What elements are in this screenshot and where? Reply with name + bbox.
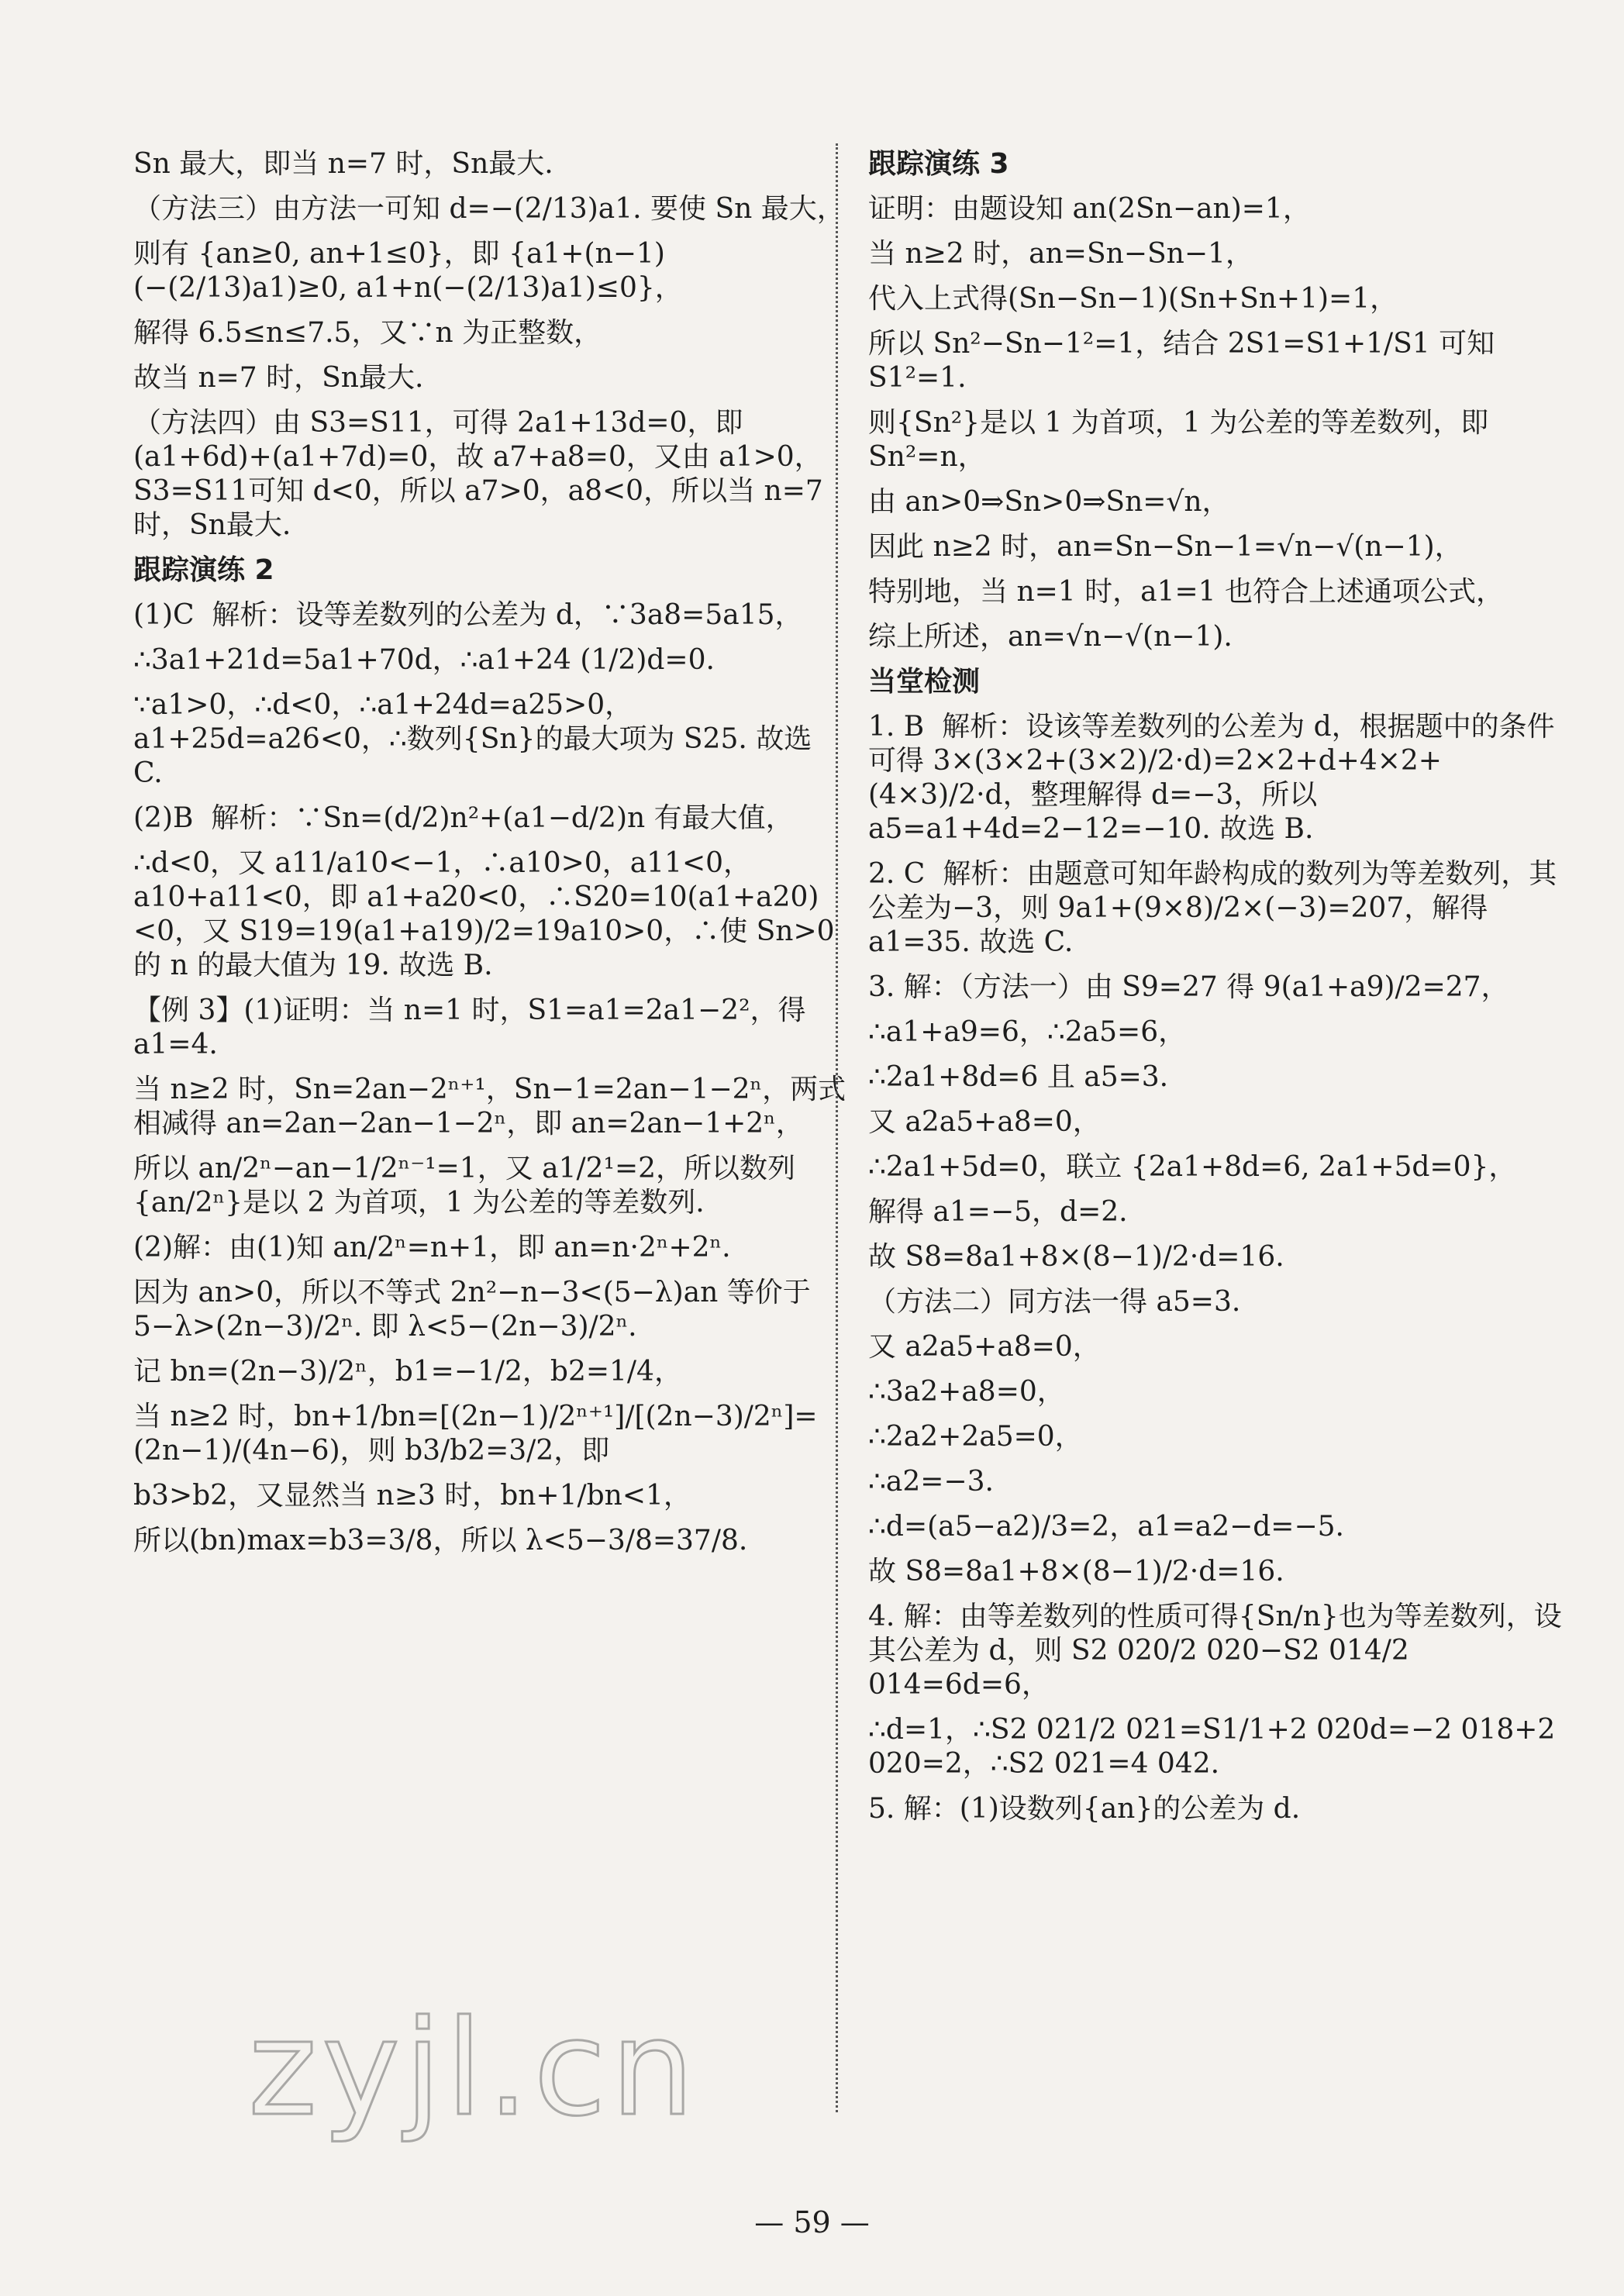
text-line: 所以(bn)max=b3=3/8，所以 λ<5−3/8=37/8. bbox=[133, 1525, 748, 1557]
text-line: 证明：由题设知 an(2Sn−an)=1， bbox=[868, 193, 1311, 225]
left-column bbox=[133, 147, 846, 1569]
text-line: ∴2a2+2a5=0， bbox=[868, 1421, 1083, 1453]
text-line: 则有 {an≥0, an+1≤0}，即 {a1+(n−1)(−(2/13)a1)≥0, a1+n(−(2/13)a1)≤0}， bbox=[133, 238, 683, 304]
text-line: （方法二）同方法一得 a5=3. bbox=[868, 1286, 1241, 1318]
text-line: 综上所述，an=√n−√(n−1). bbox=[868, 621, 1233, 653]
text-line: 因此 n≥2 时，an=Sn−Sn−1=√n−√(n−1)， bbox=[868, 531, 1463, 563]
text-line: 故 S8=8a1+8×(8−1)/2·d=16. bbox=[868, 1241, 1284, 1273]
text-line: 则{Sn²}是以 1 为首项，1 为公差的等差数列，即 Sn²=n， bbox=[868, 407, 1498, 473]
text-line: 4. 解：由等差数列的性质可得{Sn/n}也为等差数列，设其公差为 d，则 S2 020/2 020−S2 014/2 014=6d=6， bbox=[868, 1601, 1562, 1701]
text-line: ∴3a1+21d=5a1+70d，∴a1+24 (1/2)d=0. bbox=[133, 644, 715, 676]
text-line: Sn 最大，即当 n=7 时，Sn最大. bbox=[133, 148, 553, 180]
section-heading: 跟踪演练 2 bbox=[133, 554, 274, 586]
column-divider bbox=[836, 143, 838, 2112]
text-line: 故 S8=8a1+8×(8−1)/2·d=16. bbox=[868, 1556, 1284, 1588]
section-heading: 当堂检测 bbox=[868, 666, 981, 698]
text-line: 由 an>0⇒Sn>0⇒Sn=√n， bbox=[868, 486, 1230, 518]
text-line: (1)C 解析：设等差数列的公差为 d，∵3a8=5a15， bbox=[133, 599, 803, 631]
text-line: ∴d<0，又 a11/a10<−1，∴a10>0，a11<0，a10+a11<0，即 a1+a20<0，∴S20=10(a1+a20)<0，又 S19=19(a1+a19)/2=19a10>0，∴使 Sn>0 的 n 的最大值为 19. 故选 B. bbox=[133, 847, 844, 981]
watermark: zyjl.cn bbox=[248, 1992, 699, 2146]
text-line: ∴2a1+8d=6 且 a5=3. bbox=[868, 1061, 1169, 1093]
section-heading: 跟踪演练 3 bbox=[868, 148, 1009, 180]
text-line: 所以 Sn²−Sn−1²=1，结合 2S1=S1+1/S1 可知 S1²=1. bbox=[868, 328, 1504, 394]
text-line: 特别地，当 n=1 时，a1=1 也符合上述通项公式， bbox=[868, 576, 1505, 608]
text-line: ∴2a1+5d=0，联立 {2a1+8d=6, 2a1+5d=0}， bbox=[868, 1151, 1517, 1183]
text-line: 又 a2a5+a8=0， bbox=[868, 1331, 1101, 1363]
text-line: 因为 an>0，所以不等式 2n²−n−3<(5−λ)an 等价于 5−λ>(2n−3)/2ⁿ. 即 λ<5−(2n−3)/2ⁿ. bbox=[133, 1277, 820, 1343]
text-line: 故当 n=7 时，Sn最大. bbox=[133, 362, 424, 394]
text-line: 5. 解：(1)设数列{an}的公差为 d. bbox=[868, 1793, 1301, 1825]
text-line: ∴a2=−3. bbox=[868, 1466, 994, 1498]
text-line: 记 bn=(2n−3)/2ⁿ，b1=−1/2，b2=1/4， bbox=[133, 1356, 682, 1388]
text-line: 3. 解：（方法一）由 S9=27 得 9(a1+a9)/2=27， bbox=[868, 971, 1509, 1003]
text-line: 当 n≥2 时，an=Sn−Sn−1， bbox=[868, 238, 1253, 270]
text-line: 2. C 解析：由题意可知年龄构成的数列为等差数列，其公差为−3，则 9a1+(9×8)/2×(−3)=207，解得 a1=35. 故选 C. bbox=[868, 858, 1557, 958]
text-line: （方法四）由 S3=S11，可得 2a1+13d=0，即(a1+6d)+(a1+7d)=0，故 a7+a8=0，又由 a1>0，S3=S11可知 d<0，所以 a7>0，a8<0，所以当 n=7 时，Sn最大. bbox=[133, 407, 833, 541]
text-line: 当 n≥2 时，bn+1/bn=[(2n−1)/2ⁿ⁺¹]/[(2n−3)/2ⁿ]=(2n−1)/(4n−6)，则 b3/b2=3/2，即 bbox=[133, 1401, 818, 1467]
text-line: 【例 3】(1)证明：当 n=1 时，S1=a1=2a1−2²，得 a1=4. bbox=[133, 995, 815, 1060]
text-line: 又 a2a5+a8=0， bbox=[868, 1106, 1101, 1138]
text-line: 解得 6.5≤n≤7.5，又∵n 为正整数， bbox=[133, 317, 602, 349]
text-line: 所以 an/2ⁿ−an−1/2ⁿ⁻¹=1，又 a1/2¹=2，所以数列{an/2ⁿ}是以 2 为首项，1 为公差的等差数列. bbox=[133, 1153, 796, 1219]
right-column bbox=[868, 147, 1581, 1837]
text-line: ∴3a2+a8=0， bbox=[868, 1376, 1065, 1408]
page-number: — 59 — bbox=[754, 2205, 870, 2239]
text-line: （方法三）由方法一可知 d=−(2/13)a1. 要使 Sn 最大， bbox=[133, 193, 845, 225]
text-line: 解得 a1=−5，d=2. bbox=[868, 1196, 1128, 1228]
text-line: (2)B 解析：∵Sn=(d/2)n²+(a1−d/2)n 有最大值， bbox=[133, 802, 794, 834]
text-line: ∴d=1，∴S2 021/2 021=S1/1+2 020d=−2 018+2 020=2，∴S2 021=4 042. bbox=[868, 1714, 1564, 1780]
text-line: ∴a1+a9=6，∴2a5=6， bbox=[868, 1016, 1187, 1048]
text-line: b3>b2，又显然当 n≥3 时，bn+1/bn<1， bbox=[133, 1480, 691, 1512]
text-line: 代入上式得(Sn−Sn−1)(Sn+Sn+1)=1， bbox=[868, 283, 1398, 315]
text-line: (2)解：由(1)知 an/2ⁿ=n+1，即 an=n·2ⁿ+2ⁿ. bbox=[133, 1232, 731, 1263]
text-line: 1. B 解析：设该等差数列的公差为 d，根据题中的条件可得 3×(3×2+(3×2)/2·d)=2×2+d+4×2+(4×3)/2·d，整理解得 d=−3，所以 a5=a1+4d=2−12=−10. 故选 B. bbox=[868, 711, 1555, 845]
text-line: 当 n≥2 时，Sn=2an−2ⁿ⁺¹，Sn−1=2an−1−2ⁿ，两式相减得 an=2an−2an−1−2ⁿ，即 an=2an−1+2ⁿ， bbox=[133, 1074, 846, 1139]
text-line: ∵a1>0，∴d<0，∴a1+24d=a25>0，a1+25d=a26<0，∴数列{Sn}的最大项为 S25. 故选 C. bbox=[133, 689, 821, 789]
text-line: ∴d=(a5−a2)/3=2，a1=a2−d=−5. bbox=[868, 1511, 1344, 1543]
